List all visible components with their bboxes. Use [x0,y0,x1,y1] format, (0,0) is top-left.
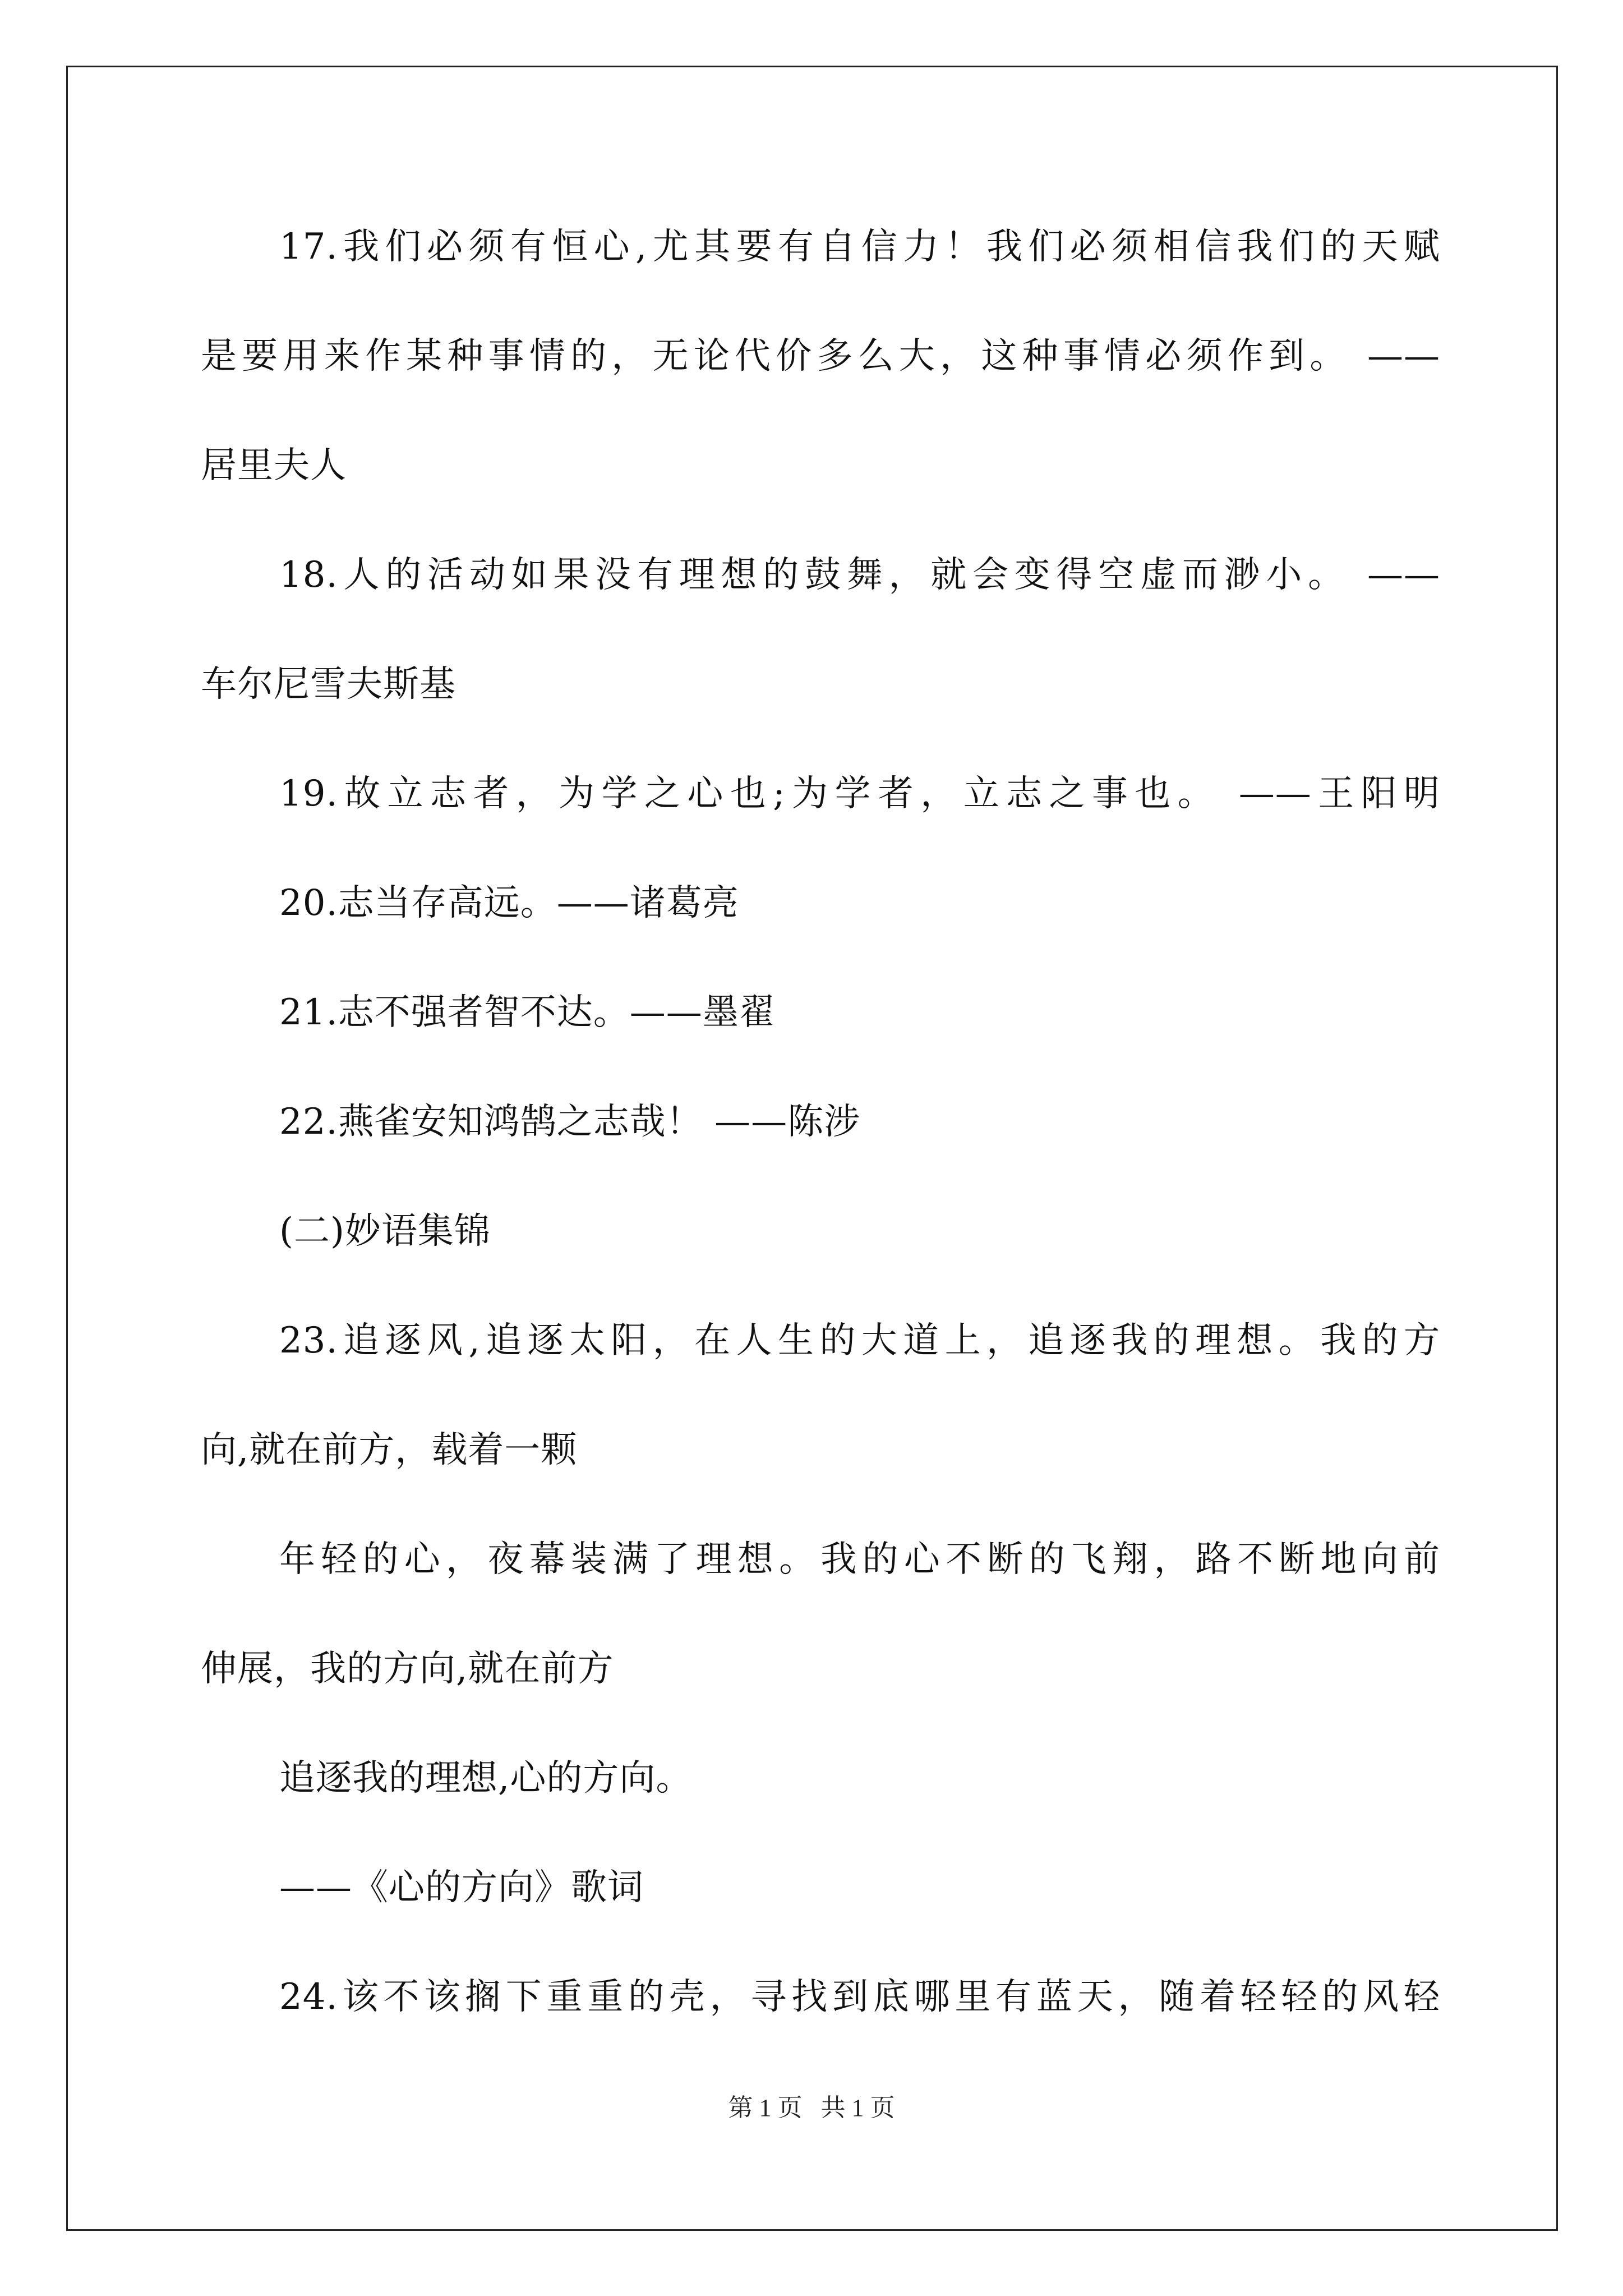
section-heading: (二)妙语集锦 [279,1211,491,1252]
quote-17-line-2: 是要用来作某种事情的，无论代价多么大，这种事情必须作到。 —— [201,335,1440,377]
page-number-footer: 第 1 页 共 1 页 [728,2094,895,2122]
quote-18-line-1: 18.人的活动如果没有理想的鼓舞，就会变得空虚而渺小。 —— [279,554,1440,596]
quote-23-line-2: 向,就在前方，载着一颗 [201,1429,578,1471]
quote-20: 20.志当存高远。——诸葛亮 [279,882,739,924]
lyrics-line-2: 伸展，我的方向,就在前方 [201,1648,614,1690]
quote-21: 21.志不强者智不达。——墨翟 [279,992,776,1033]
quote-17-author: 居里夫人 [201,445,347,486]
quote-22: 22.燕雀安知鸿鹄之志哉！ ——陈涉 [279,1101,861,1143]
quote-24-line-1: 24.该不该搁下重重的壳，寻找到底哪里有蓝天，随着轻轻的风轻 [279,1976,1440,2018]
quote-17-line-1: 17.我们必须有恒心,尤其要有自信力！我们必须相信我们的天赋 [279,226,1440,268]
lyrics-source: ——《心的方向》歌词 [279,1867,644,1908]
lyrics-line-3: 追逐我的理想,心的方向。 [279,1757,693,1799]
quote-19: 19.故立志者，为学之心也;为学者，立志之事也。 ——王阳明 [279,773,1440,815]
quote-18-author: 车尔尼雪夫斯基 [201,664,456,705]
lyrics-line-1: 年轻的心，夜幕装满了理想。我的心不断的飞翔，路不断地向前 [279,1539,1440,1580]
quote-23-line-1: 23.追逐风,追逐太阳，在人生的大道上，追逐我的理想。我的方 [279,1320,1440,1361]
